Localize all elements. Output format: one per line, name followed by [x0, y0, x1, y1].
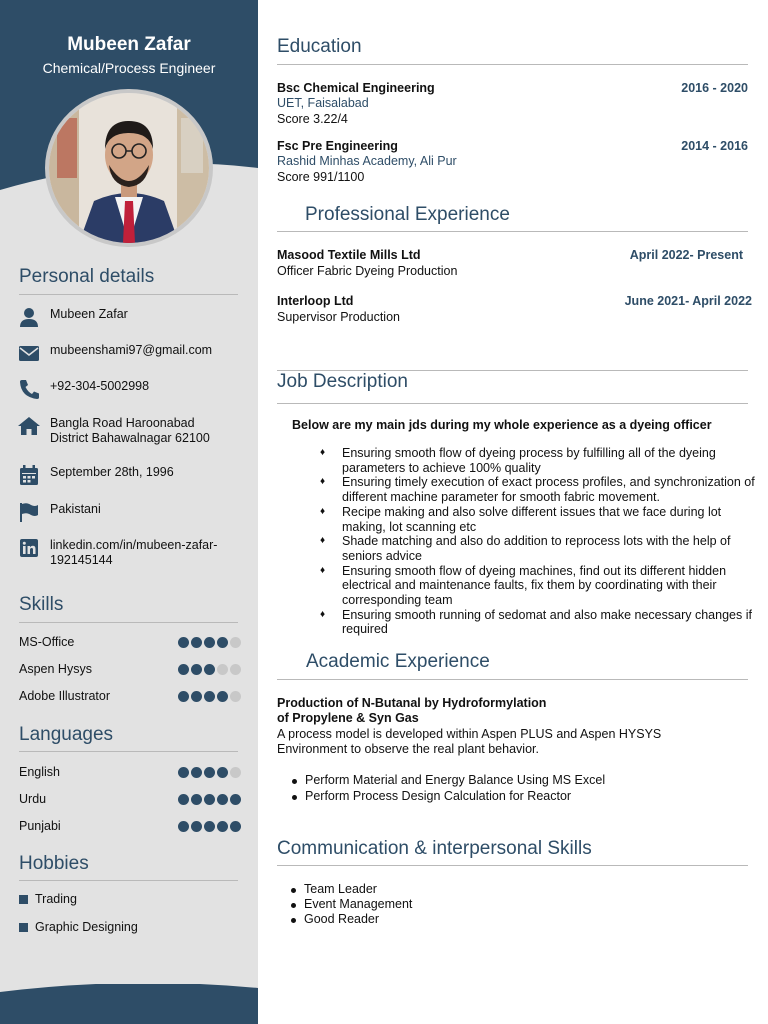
hobby-item [19, 920, 138, 934]
rating-dot-filled [178, 664, 189, 675]
rating-dot-filled [191, 767, 202, 778]
rating-dot-filled [178, 691, 189, 702]
divider [277, 64, 748, 65]
personal-nationality: Pakistani [50, 502, 101, 516]
divider [277, 865, 748, 866]
languages-heading: Languages [19, 724, 114, 745]
skill-row [19, 689, 241, 703]
linkedin-icon [18, 538, 40, 558]
rating-dot-filled [217, 691, 228, 702]
home-icon [18, 416, 40, 436]
candidate-name: Mubeen Zafar [67, 34, 191, 55]
rating-dot-filled [178, 767, 189, 778]
rating-dot-filled [204, 664, 215, 675]
personal-nationality-row [18, 502, 248, 522]
language-rating [178, 794, 241, 805]
skill-label: MS-Office [19, 635, 75, 649]
rating-dot-filled [217, 767, 228, 778]
personal-address-line2: District Bahawalnagar 62100 [50, 431, 210, 445]
rating-dot-empty [230, 767, 241, 778]
divider [19, 622, 238, 623]
hobby-label: Graphic Designing [35, 920, 138, 934]
personal-birthdate-row [18, 465, 248, 485]
rating-dot-empty [230, 691, 241, 702]
divider [19, 751, 238, 752]
divider [277, 403, 748, 404]
project-title-line2: of Propylene & Syn Gas [277, 711, 419, 725]
education-dates: 2016 - 2020 [681, 81, 748, 95]
rating-dot-empty [230, 664, 241, 675]
candidate-role: Chemical/Process Engineer [42, 60, 216, 76]
job-description-heading: Job Description [277, 371, 408, 392]
rating-dot-filled [178, 637, 189, 648]
project-title-line1: Production of N-Butanal by Hydroformylation [277, 696, 547, 710]
rating-dot-filled [178, 794, 189, 805]
skill-rating [178, 637, 241, 648]
skill-label: Aspen Hysys [19, 662, 92, 676]
language-label: Urdu [19, 792, 47, 806]
skills-heading: Skills [19, 594, 64, 615]
list-item: Event Management [289, 897, 412, 911]
rating-dot-filled [191, 794, 202, 805]
personal-name-row [18, 307, 248, 327]
language-label: Punjabi [19, 819, 61, 833]
divider [19, 880, 238, 881]
rating-dot-filled [178, 821, 189, 832]
list-item: Perform Material and Energy Balance Using MS Excel [290, 773, 605, 787]
language-row [19, 765, 241, 779]
experience-dates: June 2021- April 2022 [624, 294, 752, 308]
list-item: Good Reader [289, 912, 412, 926]
rating-dot-empty [230, 637, 241, 648]
job-description-intro: Below are my main jds during my whole experience as a dyeing officer [292, 418, 712, 432]
language-rating [178, 821, 241, 832]
education-school: Rashid Minhas Academy, Ali Pur [277, 154, 457, 168]
personal-name: Mubeen Zafar [50, 307, 128, 321]
job-duties-list [318, 446, 758, 637]
language-rating [178, 767, 241, 778]
education-score: Score 3.22/4 [277, 112, 348, 126]
sidebar [0, 0, 258, 1024]
hobby-label: Trading [35, 892, 77, 906]
experience-company: Masood Textile Mills Ltd [277, 248, 421, 262]
personal-address-line1: Bangla Road Haroonabad [50, 416, 195, 430]
divider [277, 231, 748, 232]
skill-rating [178, 664, 241, 675]
personal-linkedin-line1[interactable]: linkedin.com/in/mubeen-zafar- [50, 538, 218, 552]
skill-rating [178, 691, 241, 702]
list-item: ♦ Ensuring smooth flow of dyeing process by fulfilling all of the dyeing parameters to achieve 100% quality [318, 446, 758, 475]
profile-photo [45, 89, 213, 247]
experience-company: Interloop Ltd [277, 294, 354, 308]
list-item: ♦ Ensuring timely execution of exact process profiles, and synchronization of different machine parameter for smooth fabric movement. [318, 475, 758, 504]
experience-dates: April 2022- Present [629, 248, 743, 262]
list-item: ♦ Ensuring smooth flow of dyeing machines, find out its different hidden electrical and maintenance faults, fix them by coordinating with their corresponding team [318, 564, 758, 608]
rating-dot-filled [204, 767, 215, 778]
experience-position: Supervisor Production [277, 310, 400, 324]
rating-dot-filled [204, 637, 215, 648]
language-label: English [19, 765, 60, 779]
personal-address-row [18, 416, 248, 446]
education-degree: Bsc Chemical Engineering [277, 81, 435, 95]
experience-heading: Professional Experience [305, 204, 510, 225]
personal-phone[interactable]: +92-304-5002998 [50, 379, 150, 393]
experience-position: Officer Fabric Dyeing Production [277, 264, 458, 278]
rating-dot-filled [217, 821, 228, 832]
email-icon [18, 343, 40, 363]
language-row [19, 819, 241, 833]
rating-dot-filled [230, 821, 241, 832]
list-item: Team Leader [289, 882, 412, 896]
education-dates: 2014 - 2016 [681, 139, 748, 153]
personal-email[interactable]: mubeenshami97@gmail.com [50, 343, 213, 357]
personal-email-row [18, 343, 248, 363]
list-item: ♦ Recipe making and also solve different issues that we face during lot making, lot scanning etc [318, 505, 758, 534]
skill-row [19, 662, 241, 676]
rating-dot-filled [204, 821, 215, 832]
rating-dot-filled [191, 821, 202, 832]
hobbies-heading: Hobbies [19, 853, 89, 874]
rating-dot-filled [191, 664, 202, 675]
communication-heading: Communication & interpersonal Skills [277, 838, 592, 859]
phone-icon [18, 379, 40, 399]
divider [19, 294, 238, 295]
flag-icon [18, 502, 40, 522]
sidebar-footer-shape [0, 984, 258, 1024]
education-school: UET, Faisalabad [277, 96, 369, 110]
personal-linkedin-row [18, 538, 248, 568]
skill-label: Adobe Illustrator [19, 689, 111, 703]
personal-birthdate: September 28th, 1996 [50, 465, 174, 479]
communication-list [289, 882, 412, 926]
project-desc-line2: Environment to observe the real plant behavior. [277, 742, 539, 756]
rating-dot-filled [204, 794, 215, 805]
hobby-item [19, 892, 77, 906]
rating-dot-empty [217, 664, 228, 675]
personal-linkedin-line2[interactable]: 192145144 [50, 553, 113, 567]
user-icon [18, 307, 40, 327]
personal-phone-row [18, 379, 248, 399]
list-item: ♦ Ensuring smooth running of sedomat and also make necessary changes if required [318, 608, 758, 637]
education-score: Score 991/1100 [277, 170, 365, 184]
rating-dot-filled [191, 637, 202, 648]
academic-heading: Academic Experience [306, 651, 490, 672]
calendar-icon [18, 465, 40, 485]
rating-dot-filled [217, 637, 228, 648]
rating-dot-filled [230, 794, 241, 805]
list-item: Perform Process Design Calculation for Reactor [290, 789, 605, 803]
language-row [19, 792, 241, 806]
square-bullet-icon [19, 895, 28, 904]
education-degree: Fsc Pre Engineering [277, 139, 398, 153]
divider [277, 679, 748, 680]
rating-dot-filled [204, 691, 215, 702]
rating-dot-filled [217, 794, 228, 805]
education-heading: Education [277, 36, 362, 57]
skill-row [19, 635, 241, 649]
list-item: ♦ Shade matching and also do addition to reprocess lots with the help of seniors advice [318, 534, 758, 563]
academic-list [290, 773, 605, 803]
project-desc-line1: A process model is developed within Aspen PLUS and Aspen HYSYS [277, 727, 662, 741]
square-bullet-icon [19, 923, 28, 932]
personal-details-heading: Personal details [19, 266, 155, 287]
rating-dot-filled [191, 691, 202, 702]
